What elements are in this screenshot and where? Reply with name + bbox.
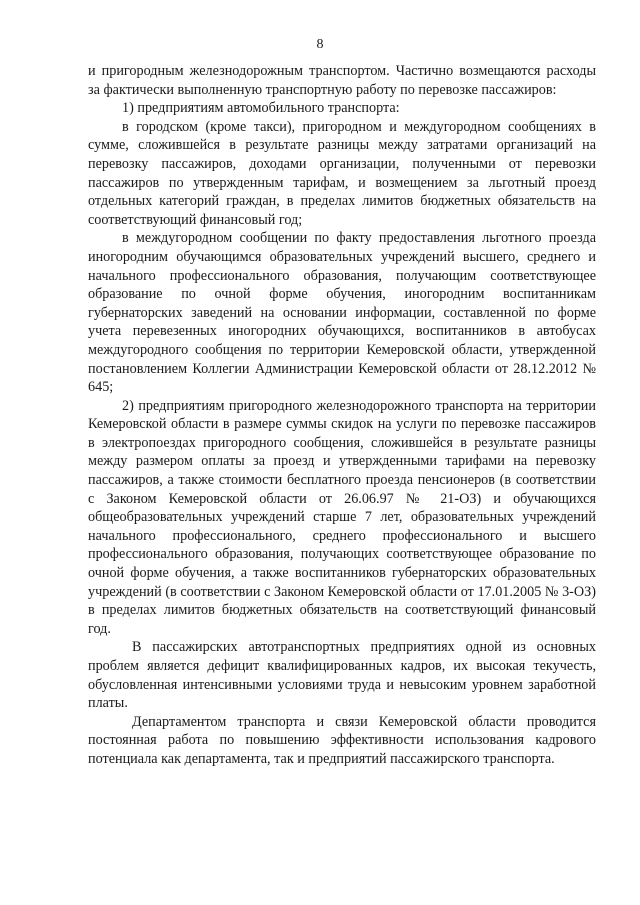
document-body	[88, 62, 596, 769]
page-number: 8	[316, 37, 324, 52]
paragraph-staff-shortage: В пассажирских автотранспортных предприятиях одной из основных проблем является дефицит квалифицированных кадров, их высокая текучесть, обусловленная интенсивными условиями труда и невысоким уровнем заработной платы.	[88, 639, 596, 712]
paragraph-intro: и пригородным железнодорожным транспортом. Частично возмещаются расходы за фактически выполненную транспортную работу по перевозке пассажиров:	[88, 63, 596, 98]
paragraph-list-item-2-railway: 2) предприятиям пригородного железнодорожного транспорта на территории Кемеровской области в размере суммы скидок на услуги по перевозке пассажиров в электропоездах пригородного сообщения, сложившейся в результате разницы между размером оплаты за проезд и утвержденными тарифами на перевозку пассажиров, а также стоимости бесплатного проезда пенсионеров (в соответствии с Законом Кемеровской области от 26.06.97 № 21-ОЗ) и обучающихся общеобразовательных учреждений старше 7 лет, образовательных учреждений начального профессионального, среднего профессионального и высшего профессионального образования, получающих соответствующее образование по очной форме обучения, а также воспитанников губернаторских образовательных учреждений (в соответствии с Законом Кемеровской области от 17.01.2005 № 3-ОЗ) в пределах лимитов бюджетных обязательств на соответствующий финансовый год.	[88, 397, 596, 637]
paragraph-list-item-1: 1) предприятиям автомобильного транспорта:	[122, 100, 400, 117]
paragraph-urban-suburban-intercity: в городском (кроме такси), пригородном и междугородном сообщениях в сумме, сложившейся в результате разницы между затратами организаций на перевозку пассажиров, доходами организации, полученными от перевозки пассажиров по утвержденным тарифам, и возмещением за льготный проезд отдельных категорий граждан, в пределах лимитов бюджетных обязательств на соответствующий финансовый год;	[88, 118, 596, 228]
paragraph-department-work: Департаментом транспорта и связи Кемеровской области проводится постоянная работа по повышению эффективности использования кадрового потенциала как департамента, так и предприятий пассажирского транспорта.	[88, 713, 596, 767]
paragraph-intercity-students: в междугородном сообщении по факту предоставления льготного проезда иногородним обучающимся образовательных учреждений высшего, среднего и начального профессионального образования, получающим соответствующее образование по очной форме обучения, иногородним воспитанникам губернаторских заведений на основании информации, составленной по форме учета перевезенных иногородних обучающихся, воспитанников в автобусах междугородного сообщения по территории Кемеровской области, утвержденной постановлением Коллегии Администрации Кемеровской области от 28.12.2012 № 645;	[88, 230, 596, 396]
